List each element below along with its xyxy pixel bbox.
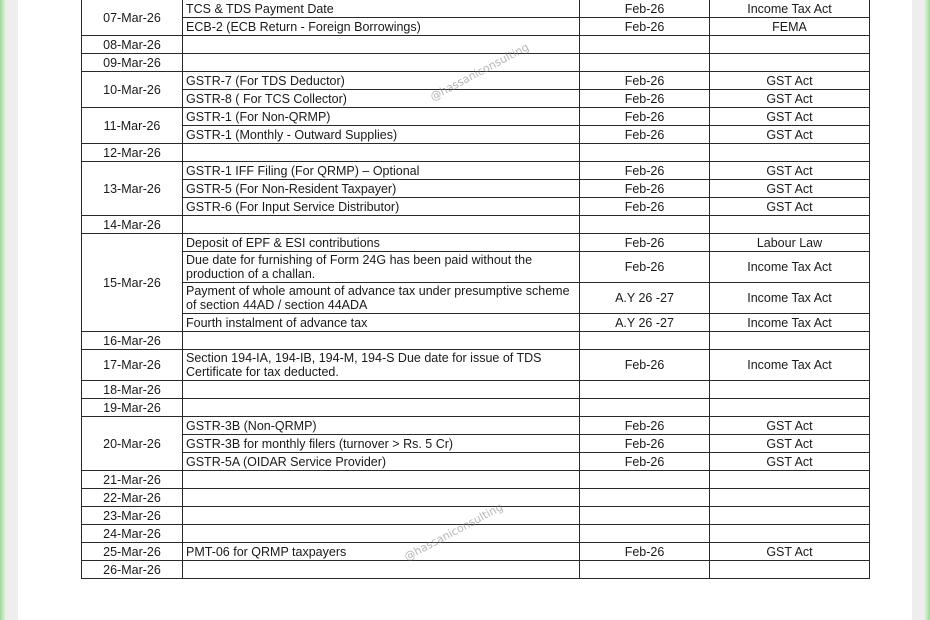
compliance-description-cell: Due date for furnishing of Form 24G has been paid without the production of a challan.	[183, 252, 580, 283]
compliance-description-cell: ECB-2 (ECB Return - Foreign Borrowings)	[183, 18, 580, 36]
table-row	[82, 234, 870, 252]
act-cell	[710, 561, 870, 579]
act-cell: GST Act	[710, 417, 870, 435]
act-cell: Income Tax Act	[710, 350, 870, 381]
period-cell	[580, 144, 710, 162]
act-cell: GST Act	[710, 543, 870, 561]
compliance-description-cell: GSTR-5A (OIDAR Service Provider)	[183, 453, 580, 471]
compliance-description-cell	[183, 381, 580, 399]
period-cell: Feb-26	[580, 198, 710, 216]
period-cell: Feb-26	[580, 417, 710, 435]
table-row	[82, 144, 870, 162]
period-cell: Feb-26	[580, 0, 710, 18]
due-date-cell: 19-Mar-26	[82, 399, 183, 417]
period-cell: Feb-26	[580, 252, 710, 283]
act-cell: GST Act	[710, 108, 870, 126]
compliance-description-cell	[183, 507, 580, 525]
calendar-body	[82, 0, 870, 579]
period-cell	[580, 399, 710, 417]
table-row	[82, 126, 870, 144]
compliance-description-cell	[183, 399, 580, 417]
table-row	[82, 216, 870, 234]
due-date-cell: 12-Mar-26	[82, 144, 183, 162]
table-row	[82, 332, 870, 350]
act-cell	[710, 507, 870, 525]
compliance-description-cell: GSTR-8 ( For TCS Collector)	[183, 90, 580, 108]
period-cell: Feb-26	[580, 18, 710, 36]
table-row	[82, 561, 870, 579]
compliance-description-cell	[183, 332, 580, 350]
act-cell	[710, 54, 870, 72]
compliance-description-cell: GSTR-7 (For TDS Deductor)	[183, 72, 580, 90]
table-row	[82, 162, 870, 180]
period-cell	[580, 525, 710, 543]
table-row	[82, 314, 870, 332]
due-date-cell: 10-Mar-26	[82, 72, 183, 108]
period-cell: Feb-26	[580, 180, 710, 198]
act-cell	[710, 216, 870, 234]
due-date-cell: 16-Mar-26	[82, 332, 183, 350]
due-date-cell: 07-Mar-26	[82, 0, 183, 36]
period-cell	[580, 507, 710, 525]
due-date-cell: 18-Mar-26	[82, 381, 183, 399]
compliance-description-cell: GSTR-1 IFF Filing (For QRMP) – Optional	[183, 162, 580, 180]
period-cell: Feb-26	[580, 350, 710, 381]
act-cell	[710, 399, 870, 417]
compliance-description-cell: Deposit of EPF & ESI contributions	[183, 234, 580, 252]
act-cell	[710, 381, 870, 399]
due-date-cell: 24-Mar-26	[82, 525, 183, 543]
act-cell: GST Act	[710, 72, 870, 90]
watermark-top: @hassaniconsulting	[428, 40, 532, 104]
act-cell: GST Act	[710, 126, 870, 144]
period-cell	[580, 381, 710, 399]
due-date-cell: 14-Mar-26	[82, 216, 183, 234]
period-cell	[580, 561, 710, 579]
compliance-description-cell	[183, 216, 580, 234]
compliance-description-cell	[183, 489, 580, 507]
compliance-description-cell	[183, 471, 580, 489]
table-row	[82, 399, 870, 417]
act-cell: GST Act	[710, 90, 870, 108]
period-cell	[580, 216, 710, 234]
compliance-description-cell	[183, 561, 580, 579]
period-cell	[580, 36, 710, 54]
table-row	[82, 252, 870, 283]
due-date-cell: 08-Mar-26	[82, 36, 183, 54]
act-cell	[710, 489, 870, 507]
due-date-cell: 13-Mar-26	[82, 162, 183, 216]
compliance-calendar-table	[81, 0, 870, 579]
table-row	[82, 471, 870, 489]
table-row	[82, 90, 870, 108]
period-cell	[580, 54, 710, 72]
act-cell: Labour Law	[710, 234, 870, 252]
table-row	[82, 180, 870, 198]
act-cell: GST Act	[710, 453, 870, 471]
act-cell: Income Tax Act	[710, 0, 870, 18]
period-cell: Feb-26	[580, 90, 710, 108]
compliance-description-cell: TCS & TDS Payment Date	[183, 0, 580, 18]
table-row	[82, 18, 870, 36]
compliance-description-cell: GSTR-5 (For Non-Resident Taxpayer)	[183, 180, 580, 198]
table-row	[82, 435, 870, 453]
period-cell: Feb-26	[580, 126, 710, 144]
right-margin	[912, 0, 924, 620]
period-cell: Feb-26	[580, 435, 710, 453]
period-cell	[580, 489, 710, 507]
act-cell	[710, 525, 870, 543]
period-cell: Feb-26	[580, 162, 710, 180]
due-date-cell: 15-Mar-26	[82, 234, 183, 332]
table-row	[82, 283, 870, 314]
table-row	[82, 198, 870, 216]
period-cell: Feb-26	[580, 108, 710, 126]
period-cell	[580, 332, 710, 350]
act-cell	[710, 332, 870, 350]
compliance-description-cell	[183, 525, 580, 543]
due-date-cell: 25-Mar-26	[82, 543, 183, 561]
compliance-description-cell	[183, 144, 580, 162]
due-date-cell: 17-Mar-26	[82, 350, 183, 381]
period-cell: A.Y 26 -27	[580, 314, 710, 332]
table-row	[82, 543, 870, 561]
table-row	[82, 417, 870, 435]
due-date-cell: 21-Mar-26	[82, 471, 183, 489]
compliance-description-cell: Fourth instalment of advance tax	[183, 314, 580, 332]
due-date-cell: 11-Mar-26	[82, 108, 183, 144]
compliance-description-cell: GSTR-6 (For Input Service Distributor)	[183, 198, 580, 216]
act-cell: Income Tax Act	[710, 314, 870, 332]
period-cell: A.Y 26 -27	[580, 283, 710, 314]
table-row	[82, 108, 870, 126]
compliance-description-cell: GSTR-1 (For Non-QRMP)	[183, 108, 580, 126]
act-cell	[710, 144, 870, 162]
right-border	[924, 0, 930, 620]
due-date-cell: 22-Mar-26	[82, 489, 183, 507]
table-row	[82, 381, 870, 399]
table-row	[82, 0, 870, 18]
act-cell: GST Act	[710, 180, 870, 198]
period-cell: Feb-26	[580, 453, 710, 471]
act-cell: Income Tax Act	[710, 283, 870, 314]
period-cell: Feb-26	[580, 543, 710, 561]
act-cell: GST Act	[710, 435, 870, 453]
period-cell	[580, 471, 710, 489]
due-date-cell: 26-Mar-26	[82, 561, 183, 579]
act-cell: GST Act	[710, 198, 870, 216]
table-row	[82, 36, 870, 54]
compliance-description-cell: PMT-06 for QRMP taxpayers	[183, 543, 580, 561]
act-cell: Income Tax Act	[710, 252, 870, 283]
compliance-description-cell: GSTR-3B (Non-QRMP)	[183, 417, 580, 435]
due-date-cell: 09-Mar-26	[82, 54, 183, 72]
period-cell: Feb-26	[580, 234, 710, 252]
period-cell: Feb-26	[580, 72, 710, 90]
watermark-bottom: @hassaniconsulting	[402, 500, 506, 564]
act-cell	[710, 36, 870, 54]
due-date-cell: 20-Mar-26	[82, 417, 183, 471]
compliance-description-cell: GSTR-3B for monthly filers (turnover > Rs. 5 Cr)	[183, 435, 580, 453]
table-row	[82, 453, 870, 471]
act-cell: GST Act	[710, 162, 870, 180]
compliance-description-cell: Section 194-IA, 194-IB, 194-M, 194-S Due date for issue of TDS Certificate for tax deducted.	[183, 350, 580, 381]
left-margin	[6, 0, 18, 620]
compliance-description-cell: GSTR-1 (Monthly - Outward Supplies)	[183, 126, 580, 144]
act-cell: FEMA	[710, 18, 870, 36]
act-cell	[710, 471, 870, 489]
table-row	[82, 489, 870, 507]
compliance-description-cell: Payment of whole amount of advance tax under presumptive scheme of section 44AD / section 44ADA	[183, 283, 580, 314]
table-row	[82, 350, 870, 381]
due-date-cell: 23-Mar-26	[82, 507, 183, 525]
